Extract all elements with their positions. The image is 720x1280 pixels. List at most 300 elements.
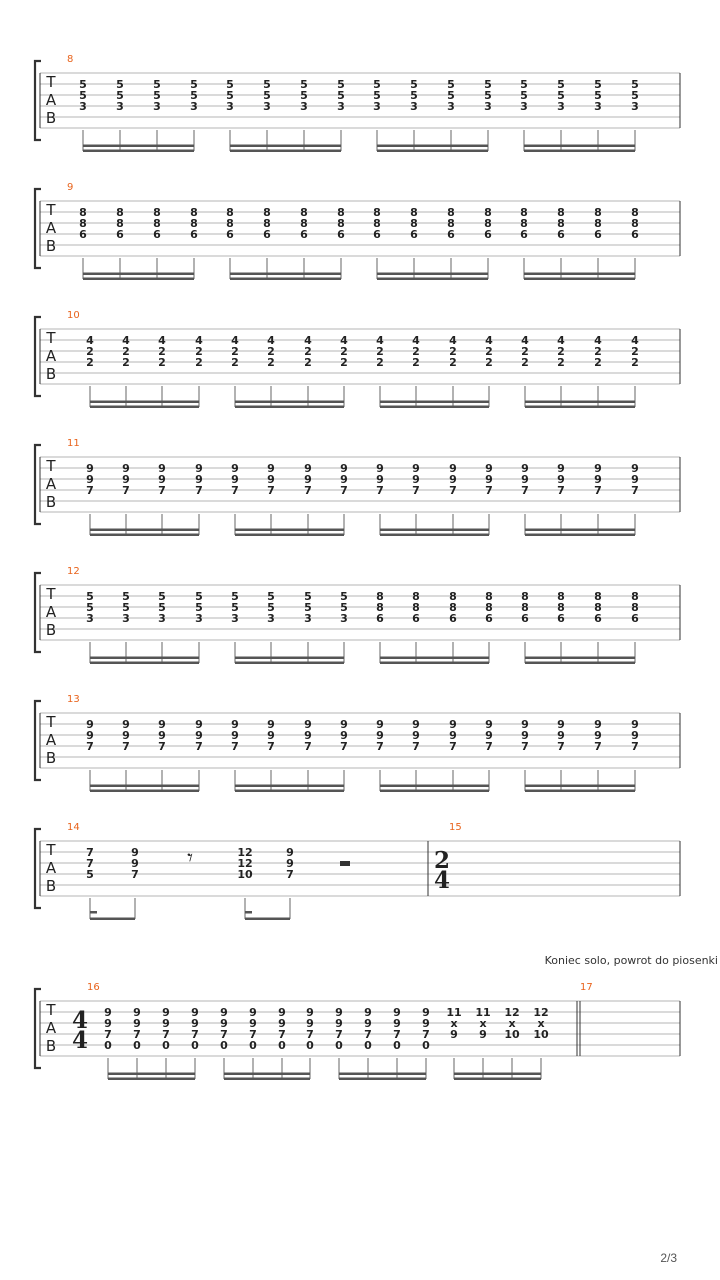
tab-staff-4 <box>35 438 680 536</box>
fret-number: 2 <box>231 356 239 369</box>
fret-number: 5 <box>300 89 308 102</box>
beam <box>235 529 344 532</box>
fret-number: 2 <box>412 356 420 369</box>
fret-number: 5 <box>116 89 124 102</box>
fret-number: 3 <box>153 100 161 113</box>
fret-number: 9 <box>267 473 275 486</box>
fret-number: 3 <box>520 100 528 113</box>
fret-number: 5 <box>79 89 87 102</box>
fret-number: 5 <box>116 78 124 91</box>
fret-number: 5 <box>122 590 130 603</box>
fret-number: 9 <box>485 718 493 731</box>
tab-clef-letter: T <box>46 457 56 475</box>
tab-clef-letter: B <box>45 621 57 639</box>
beam <box>235 790 344 793</box>
fret-number: 6 <box>594 612 602 625</box>
fret-number: 7 <box>158 740 166 753</box>
fret-number: 8 <box>521 590 529 603</box>
fret-number: 8 <box>594 217 602 230</box>
fret-number: 3 <box>304 612 312 625</box>
fret-number: 0 <box>220 1039 228 1052</box>
fret-number: 5 <box>226 78 234 91</box>
tab-staff-1 <box>35 54 680 152</box>
fret-number: 6 <box>557 228 565 241</box>
fret-number: 2 <box>267 345 275 358</box>
fret-number: 9 <box>158 729 166 742</box>
fret-number: 9 <box>485 473 493 486</box>
fret-number: 8 <box>226 206 234 219</box>
fret-number: 9 <box>304 473 312 486</box>
fret-number: 9 <box>376 462 384 475</box>
tab-clef-letter: B <box>45 493 57 511</box>
fret-number: 9 <box>162 1017 170 1030</box>
fret-number: 3 <box>79 100 87 113</box>
beam <box>235 785 344 788</box>
fret-number: 9 <box>249 1017 257 1030</box>
fret-number: 9 <box>364 1017 372 1030</box>
fret-number: 5 <box>373 89 381 102</box>
tab-clef-letter: B <box>45 365 57 383</box>
fret-number: 9 <box>158 462 166 475</box>
fret-number: 6 <box>557 612 565 625</box>
fret-number: 2 <box>594 345 602 358</box>
tab-clef-letter: B <box>45 749 57 767</box>
beam <box>524 273 635 276</box>
beam <box>339 1073 426 1076</box>
fret-number: 2 <box>195 345 203 358</box>
fret-number: 7 <box>422 1028 430 1041</box>
fret-number: 0 <box>249 1039 257 1052</box>
beam <box>230 278 341 281</box>
fret-number: 6 <box>226 228 234 241</box>
beam <box>235 534 344 537</box>
fret-number: 5 <box>190 89 198 102</box>
fret-number: 6 <box>631 228 639 241</box>
fret-number: 12 <box>504 1006 520 1019</box>
fret-number: 8 <box>594 601 602 614</box>
beam <box>380 785 489 788</box>
fret-number: 4 <box>631 334 639 347</box>
fret-number: 9 <box>393 1017 401 1030</box>
fret-number: 2 <box>86 356 94 369</box>
fret-number: 4 <box>412 334 420 347</box>
beam <box>108 1073 195 1076</box>
beam <box>380 790 489 793</box>
tab-staff-6 <box>35 694 680 792</box>
tab-clef-letter: B <box>45 1037 57 1055</box>
fret-number: 9 <box>412 473 420 486</box>
fret-number: 11 <box>475 1006 491 1019</box>
fret-number: 6 <box>410 228 418 241</box>
fret-number: 8 <box>412 601 420 614</box>
fret-number: 4 <box>158 334 166 347</box>
tab-clef-letter: A <box>45 475 57 493</box>
fret-number: 9 <box>191 1017 199 1030</box>
fret-number: 9 <box>485 729 493 742</box>
fret-number: 9 <box>304 718 312 731</box>
fret-number: 7 <box>104 1028 112 1041</box>
fret-number: 7 <box>393 1028 401 1041</box>
fret-number: 9 <box>485 462 493 475</box>
beam-hook <box>245 911 252 914</box>
beam <box>524 278 635 281</box>
beam <box>377 278 488 281</box>
fret-number: 0 <box>133 1039 141 1052</box>
beam <box>454 1078 541 1081</box>
fret-number: 7 <box>485 740 493 753</box>
fret-number: 7 <box>122 484 130 497</box>
fret-number: 5 <box>79 78 87 91</box>
fret-number: 7 <box>364 1028 372 1041</box>
fret-number: 5 <box>263 78 271 91</box>
fret-number: 9 <box>86 729 94 742</box>
fret-number: 4 <box>267 334 275 347</box>
fret-number: 5 <box>340 601 348 614</box>
fret-number: 8 <box>116 206 124 219</box>
fret-number: 6 <box>521 612 529 625</box>
fret-number: 5 <box>190 78 198 91</box>
tab-clef-letter: T <box>46 1001 56 1019</box>
fret-number: 2 <box>122 356 130 369</box>
fret-number: 7 <box>631 484 639 497</box>
tab-clef-letter: T <box>46 73 56 91</box>
fret-number: 3 <box>116 100 124 113</box>
fret-number: 2 <box>521 345 529 358</box>
fret-number: 8 <box>300 206 308 219</box>
page-number: 2/3 <box>660 1251 677 1265</box>
fret-number: 8 <box>263 206 271 219</box>
fret-number: 8 <box>412 590 420 603</box>
fret-number: 9 <box>631 473 639 486</box>
fret-number: 9 <box>86 473 94 486</box>
fret-number: 7 <box>278 1028 286 1041</box>
fret-number: 7 <box>162 1028 170 1041</box>
time-signature-bottom: 4 <box>71 1027 89 1054</box>
tab-clef-letter: T <box>46 585 56 603</box>
fret-number: 5 <box>86 601 94 614</box>
fret-number: 8 <box>520 217 528 230</box>
fret-number: 2 <box>158 356 166 369</box>
beam <box>380 406 489 409</box>
fret-number: 2 <box>594 356 602 369</box>
beam <box>525 401 635 404</box>
fret-number: 9 <box>450 1028 458 1041</box>
fret-number: 2 <box>267 356 275 369</box>
fret-number: 5 <box>557 78 565 91</box>
fret-number: 4 <box>122 334 130 347</box>
beam-hook <box>90 911 97 914</box>
fret-number: 7 <box>231 740 239 753</box>
tab-staff-7 <box>35 822 680 920</box>
fret-number: 3 <box>340 612 348 625</box>
fret-number: 5 <box>594 78 602 91</box>
fret-number: 7 <box>231 484 239 497</box>
fret-number: 7 <box>267 484 275 497</box>
fret-number: 9 <box>376 473 384 486</box>
fret-number: 3 <box>231 612 239 625</box>
fret-number: x <box>479 1017 487 1030</box>
fret-number: 3 <box>300 100 308 113</box>
fret-number: 6 <box>485 612 493 625</box>
fret-number: 9 <box>231 473 239 486</box>
fret-number: 7 <box>195 740 203 753</box>
fret-number: 11 <box>446 1006 462 1019</box>
fret-number: 8 <box>447 206 455 219</box>
fret-number: 9 <box>267 462 275 475</box>
tab-staff-3 <box>35 310 680 408</box>
fret-number: 9 <box>412 462 420 475</box>
time-signature-top: 2 <box>433 847 451 874</box>
fret-number: 7 <box>249 1028 257 1041</box>
fret-number: 2 <box>376 356 384 369</box>
fret-number: 9 <box>191 1006 199 1019</box>
fret-number: 7 <box>133 1028 141 1041</box>
fret-number: 9 <box>449 462 457 475</box>
fret-number: 9 <box>557 718 565 731</box>
fret-number: 8 <box>520 206 528 219</box>
tab-clef-letter: T <box>46 201 56 219</box>
fret-number: 5 <box>195 601 203 614</box>
fret-number: 9 <box>376 718 384 731</box>
beam <box>83 278 194 281</box>
beam <box>90 785 199 788</box>
beam <box>235 401 344 404</box>
measure-number: 9 <box>67 182 74 193</box>
fret-number: 9 <box>220 1017 228 1030</box>
fret-number: 5 <box>304 601 312 614</box>
beam <box>380 529 489 532</box>
beam <box>525 529 635 532</box>
tab-clef-letter: A <box>45 603 57 621</box>
fret-number: 3 <box>557 100 565 113</box>
fret-number: 3 <box>410 100 418 113</box>
fret-number: 9 <box>86 718 94 731</box>
beam <box>235 662 344 665</box>
fret-number: 9 <box>158 718 166 731</box>
beam <box>380 534 489 537</box>
fret-number: 9 <box>557 729 565 742</box>
measure-number: 11 <box>67 438 80 449</box>
fret-number: 9 <box>133 1017 141 1030</box>
fret-number: 8 <box>376 601 384 614</box>
fret-number: 5 <box>158 601 166 614</box>
beam <box>83 273 194 276</box>
fret-number: 9 <box>231 462 239 475</box>
beam <box>525 785 635 788</box>
fret-number: 2 <box>557 345 565 358</box>
beam <box>525 657 635 660</box>
fret-number: 6 <box>263 228 271 241</box>
tab-clef-letter: B <box>45 109 57 127</box>
fret-number: 9 <box>267 729 275 742</box>
fret-number: 9 <box>594 718 602 731</box>
fret-number: 0 <box>335 1039 343 1052</box>
fret-number: 2 <box>304 356 312 369</box>
fret-number: 7 <box>594 484 602 497</box>
fret-number: 7 <box>485 484 493 497</box>
fret-number: 9 <box>231 718 239 731</box>
fret-number: 5 <box>631 89 639 102</box>
beam <box>380 657 489 660</box>
fret-number: 4 <box>376 334 384 347</box>
beam <box>339 1078 426 1081</box>
tab-clef-letter: A <box>45 347 57 365</box>
fret-number: 9 <box>521 729 529 742</box>
measure-number: 16 <box>87 982 100 993</box>
measure-number: 17 <box>580 982 593 993</box>
fret-number: 9 <box>267 718 275 731</box>
fret-number: 2 <box>412 345 420 358</box>
beam <box>90 662 199 665</box>
fret-number: 8 <box>376 590 384 603</box>
fret-number: 9 <box>631 729 639 742</box>
fret-number: 7 <box>557 484 565 497</box>
beam <box>90 406 199 409</box>
fret-number: 9 <box>278 1017 286 1030</box>
fret-number: 10 <box>237 868 253 881</box>
fret-number: 3 <box>373 100 381 113</box>
fret-number: 2 <box>86 345 94 358</box>
fret-number: 2 <box>340 356 348 369</box>
fret-number: 2 <box>521 356 529 369</box>
fret-number: 7 <box>449 484 457 497</box>
fret-number: 4 <box>231 334 239 347</box>
fret-number: 9 <box>422 1017 430 1030</box>
fret-number: 9 <box>158 473 166 486</box>
fret-number: 8 <box>485 601 493 614</box>
fret-number: 5 <box>557 89 565 102</box>
fret-number: 3 <box>263 100 271 113</box>
fret-number: 2 <box>485 345 493 358</box>
fret-number: 5 <box>410 78 418 91</box>
fret-number: 4 <box>485 334 493 347</box>
fret-number: 5 <box>231 590 239 603</box>
fret-number: 6 <box>449 612 457 625</box>
fret-number: 8 <box>521 601 529 614</box>
beam <box>454 1073 541 1076</box>
fret-number: 6 <box>412 612 420 625</box>
fret-number: 2 <box>449 345 457 358</box>
beam <box>377 150 488 153</box>
fret-number: 5 <box>373 78 381 91</box>
fret-number: 6 <box>190 228 198 241</box>
fret-number: 7 <box>286 868 294 881</box>
fret-number: 7 <box>191 1028 199 1041</box>
fret-number: 5 <box>520 89 528 102</box>
fret-number: 5 <box>520 78 528 91</box>
fret-number: 2 <box>340 345 348 358</box>
fret-number: 7 <box>340 484 348 497</box>
fret-number: 2 <box>631 345 639 358</box>
fret-number: 8 <box>190 206 198 219</box>
fret-number: 8 <box>153 206 161 219</box>
fret-number: 7 <box>376 740 384 753</box>
fret-number: 9 <box>195 729 203 742</box>
measure-number: 10 <box>67 310 80 321</box>
fret-number: 8 <box>373 206 381 219</box>
fret-number: 9 <box>286 857 294 870</box>
tab-clef-letter: A <box>45 1019 57 1037</box>
fret-number: 9 <box>393 1006 401 1019</box>
fret-number: 4 <box>521 334 529 347</box>
fret-number: 2 <box>557 356 565 369</box>
fret-number: 9 <box>412 718 420 731</box>
fret-number: 0 <box>393 1039 401 1052</box>
fret-number: 4 <box>449 334 457 347</box>
fret-number: 3 <box>594 100 602 113</box>
beam <box>235 657 344 660</box>
fret-number: 7 <box>158 484 166 497</box>
fret-number: 7 <box>86 740 94 753</box>
fret-number: 9 <box>335 1017 343 1030</box>
fret-number: 3 <box>631 100 639 113</box>
fret-number: 2 <box>158 345 166 358</box>
fret-number: 7 <box>557 740 565 753</box>
beam <box>377 145 488 148</box>
fret-number: 7 <box>449 740 457 753</box>
fret-number: 9 <box>479 1028 487 1041</box>
fret-number: 9 <box>557 473 565 486</box>
fret-number: 9 <box>104 1006 112 1019</box>
fret-number: 8 <box>300 217 308 230</box>
fret-number: 0 <box>364 1039 372 1052</box>
fret-number: 3 <box>267 612 275 625</box>
measure-number: 8 <box>67 54 74 65</box>
beam <box>224 1078 310 1081</box>
fret-number: 8 <box>449 590 457 603</box>
fret-number: 9 <box>557 462 565 475</box>
fret-number: 5 <box>153 78 161 91</box>
beam <box>525 534 635 537</box>
fret-number: 2 <box>195 356 203 369</box>
fret-number: 7 <box>267 740 275 753</box>
fret-number: 9 <box>195 718 203 731</box>
beam <box>83 150 194 153</box>
fret-number: 7 <box>335 1028 343 1041</box>
fret-number: 9 <box>122 462 130 475</box>
tab-clef-letter: A <box>45 731 57 749</box>
fret-number: 5 <box>122 601 130 614</box>
fret-number: 5 <box>337 89 345 102</box>
fret-number: 9 <box>131 846 139 859</box>
fret-number: 5 <box>231 601 239 614</box>
fret-number: 6 <box>631 612 639 625</box>
fret-number: 7 <box>306 1028 314 1041</box>
tab-clef-letter: A <box>45 91 57 109</box>
fret-number: 5 <box>484 78 492 91</box>
fret-number: 6 <box>79 228 87 241</box>
fret-number: 9 <box>631 718 639 731</box>
measure-number: 12 <box>67 566 80 577</box>
fret-number: 9 <box>412 729 420 742</box>
fret-number: 0 <box>422 1039 430 1052</box>
fret-number: 7 <box>86 846 94 859</box>
beam <box>230 145 341 148</box>
fret-number: 5 <box>153 89 161 102</box>
tab-staff-2 <box>35 182 680 280</box>
fret-number: 9 <box>231 729 239 742</box>
tab-clef-letter: B <box>45 237 57 255</box>
fret-number: 7 <box>631 740 639 753</box>
measure-number: 13 <box>67 694 80 705</box>
fret-number: 3 <box>447 100 455 113</box>
beam <box>90 657 199 660</box>
fret-number: 5 <box>304 590 312 603</box>
fret-number: 6 <box>520 228 528 241</box>
fret-number: 4 <box>340 334 348 347</box>
fret-number: 9 <box>306 1017 314 1030</box>
fret-number: 0 <box>162 1039 170 1052</box>
